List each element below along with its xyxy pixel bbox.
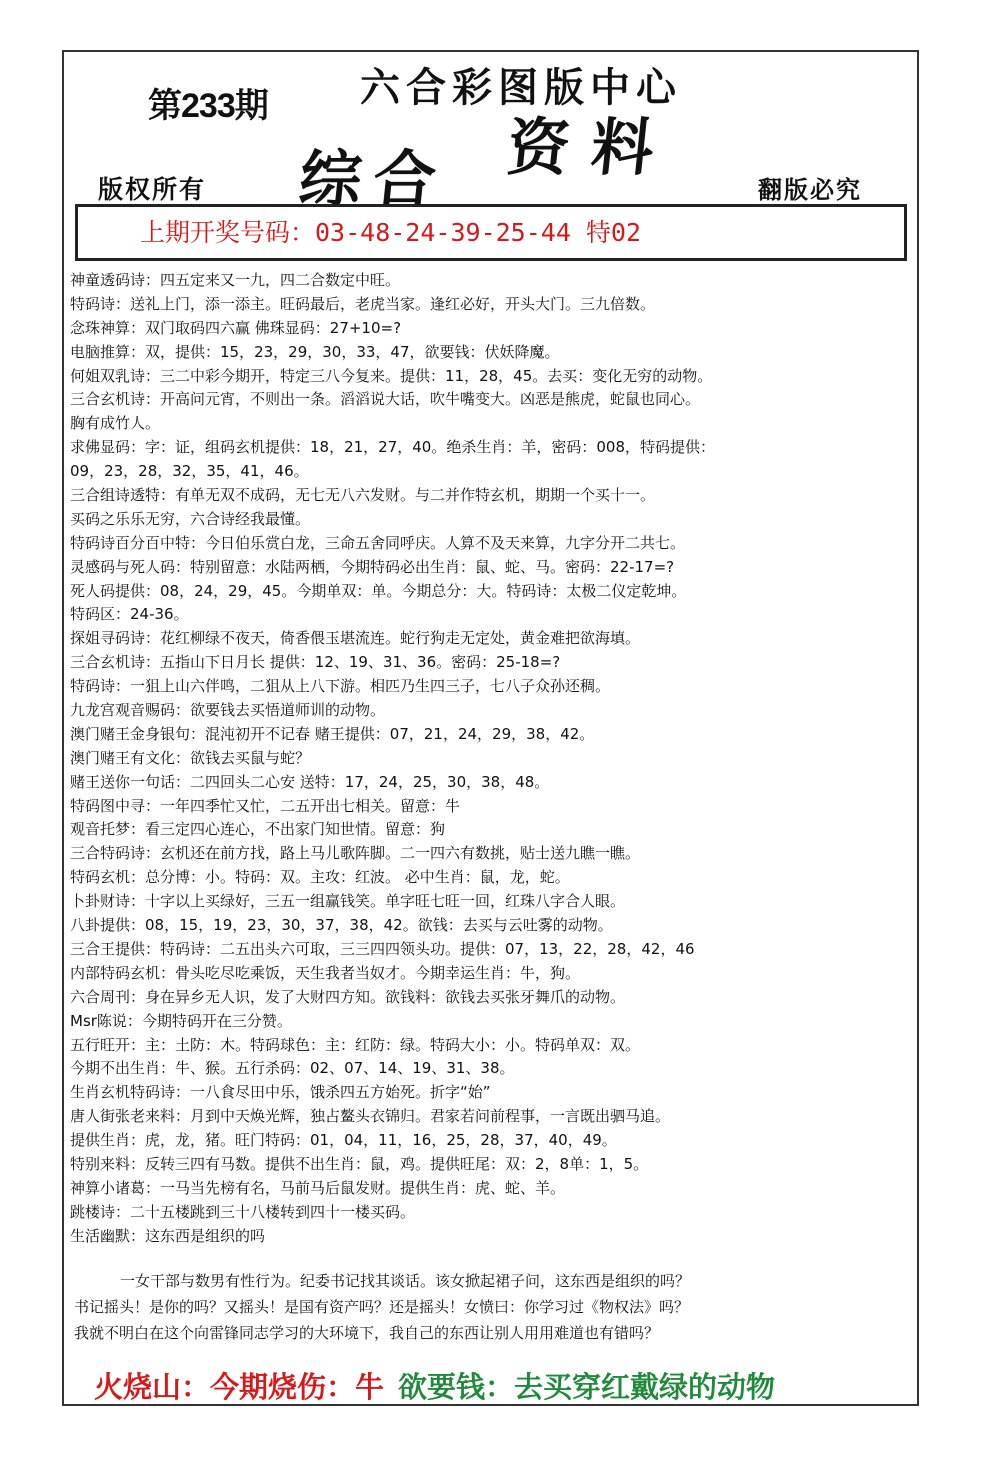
tip-line: 特码玄机：总分博：小。特码：双。主攻：红波。 必中生肖：鼠，龙，蛇。: [70, 868, 570, 887]
story-line: 一女干部与数男有性行为。纪委书记找其谈话。该女掀起裙子问，这东西是组织的吗？: [120, 1272, 691, 1290]
tip-line: 生活幽默：这东西是组织的吗: [70, 1226, 266, 1245]
tip-line: 澳门赌王有文化：欲钱去买鼠与蛇？: [70, 748, 311, 767]
tip-line: 三合王提供：特码诗：二五出头六可取，三三四四领头功。提供：07，13，22，28，42，46: [70, 939, 695, 958]
tip-line: 今期不出生肖：牛、猴。五行杀码：02、07、14、19、31、38。: [70, 1059, 515, 1078]
tip-line: 八卦提供：08，15，19，23，30，37，38，42。欲钱：去买与云吐雾的动物。: [70, 916, 613, 935]
tip-line: 三合特码诗：玄机还在前方找，路上马儿歌阵脚。二一四六有数挑，贴士送九瞧一瞧。: [70, 844, 641, 863]
copyright-notice: 版权所有: [98, 175, 207, 204]
tip-line: 死人码提供：08，24，29，45。今期单双：单。今期总分：大。特码诗：太极二仪定乾坤。: [70, 581, 687, 600]
tip-line: 生肖玄机特码诗：一八食尽田中乐，饿杀四五方始死。折字“始”: [70, 1083, 491, 1102]
footer-fire-mountain: 火烧山：今期烧伤：牛: [94, 1370, 385, 1404]
tip-line: 三合玄机诗：五指山下日月长 提供：12、19、31、36。密码：25-18=?: [70, 653, 561, 672]
humor-story: [74, 1268, 914, 1346]
tip-line: 买码之乐乐无穷，六合诗经我最懂。: [70, 509, 311, 528]
footer-banner: [94, 1365, 775, 1406]
publisher-title: 六合彩图版中心: [360, 65, 682, 111]
tip-line: 提供生肖：虎，龙，猪。旺门特码：01，04，11，16，25，28，37，40，49。: [70, 1131, 617, 1150]
main-title-part-2: 资料: [503, 111, 680, 184]
tip-line: 何姐双乳诗：三二中彩今期开，特定三八今复来。提供：11，28，45。去买：变化无穷的动物。: [70, 366, 713, 385]
tip-line: 赌王送你一句话：二四回头二心安 送特：17，24，25，30，38，48。: [70, 772, 550, 791]
tip-line: 五行旺开：主：土防：木。特码球色：主：红防：绿。特码大小：小。特码单双：双。: [70, 1035, 641, 1054]
tip-line: 唐人街张老来料：月到中天焕光辉，独占鳌头衣锦归。君家若问前程事，一言既出驷马追。: [70, 1107, 671, 1126]
tip-line: 卜卦财诗：十字以上买绿好，三五一组赢钱笑。单字旺七旺一回，红珠八字合人眼。: [70, 892, 626, 911]
tip-line: 特码诗：送礼上门，添一添主。旺码最后，老虎当家。逢红必好，开头大门。三九倍数。: [70, 294, 656, 313]
story-line: 书记摇头！是你的吗？又摇头！是国有资产吗？还是摇头！女愤曰：你学习过《物权法》吗？: [74, 1298, 690, 1316]
issue-number: 第233期: [148, 87, 268, 125]
tip-line: 探姐寻码诗：花红柳绿不夜天，倚香偎玉堪流连。蛇行狗走无定处，黄金难把欲海填。: [70, 629, 641, 648]
main-title-part-1: 综合: [295, 143, 452, 216]
tip-line: 澳门赌王金身银句：混沌初开不记春 赌王提供：07，21，24，29，38，42。: [70, 724, 595, 743]
tip-line: 特码诗：一狙上山六伴鸣，二狙从上八下游。相匹乃生四三子，七八子众孙还稠。: [70, 677, 611, 696]
tip-line: 念珠神算：双门取码四六赢 佛珠显码：27+10=?: [70, 318, 402, 337]
tip-line: 特码区：24-36。: [70, 605, 189, 624]
last-draw-numbers: 上期开奖号码：03-48-24-39-25-44 特02: [140, 218, 642, 247]
tip-line: 三合玄机诗：开高问元宵，不则出一条。滔滔说大话，吹牛嘴变大。凶恶是熊虎，蛇鼠也同心。: [70, 390, 701, 409]
tips-list: [70, 269, 915, 1249]
tip-line: 内部特码玄机：骨头吃尽吃乘饭，天生我者当奴才。今期幸运生肖：牛，狗。: [70, 963, 581, 982]
tip-line: 特码诗百分百中特：今日伯乐赏白龙，三命五舍同呼庆。人算不及天来算，九字分开二共七。: [70, 533, 686, 552]
tip-line: 神童透码诗：四五定来又一九，四二合数定中旺。: [70, 271, 401, 289]
tip-line: 求佛显码：字：证，组码玄机提供：18，21，27，40。绝杀生肖：羊，密码：008，特码提供：: [70, 438, 715, 457]
story-line: 我就不明白在这个向雷锋同志学习的大环境下，我自己的东西让别人用用难道也有错吗？: [74, 1324, 660, 1342]
tip-line: 电脑推算：双，提供：15，23，29，30，33，47，欲要钱：伏妖降魔。: [70, 342, 560, 361]
tip-line: 胸有成竹人。: [70, 414, 161, 433]
tip-line: 九龙宫观音赐码：欲要钱去买悟道师训的动物。: [70, 701, 386, 720]
footer-money-tip: 欲要钱：去买穿红戴绿的动物: [398, 1370, 776, 1404]
tip-line: 灵感码与死人码：特别留意：水陆两栖，今期特码必出生肖：鼠、蛇、马。密码：22-17=?: [70, 557, 675, 576]
tip-line: 特码图中寻：一年四季忙又忙，二五开出七相关。留意：牛: [70, 796, 461, 815]
tip-line: 神算小诸葛：一马当先榜有名，马前马后鼠发财。提供生肖：虎、蛇、羊。: [70, 1178, 566, 1197]
tip-line: 特别来料：反转三四有马数。提供不出生肖：鼠，鸡。提供旺尾：双：2，8单：1，5。: [70, 1154, 649, 1173]
piracy-warning: 翻版必究: [758, 176, 862, 204]
tip-line: 三合组诗透特：有单无双不成码，无七无八六发财。与二并作特玄机，期期一个买十一。: [70, 486, 656, 505]
tip-line: Msr陈说：今期特码开在三分赞。: [70, 1011, 292, 1030]
tip-line: 跳楼诗：二十五楼跳到三十八楼转到四十一楼买码。: [70, 1202, 416, 1221]
tip-line: 观音托梦：看三定四心连心，不出家门知世情。留意：狗: [70, 820, 446, 839]
tip-line: 09，23，28，32，35，41，46。: [70, 462, 309, 481]
tip-line: 六合周刊：身在异乡无人识，发了大财四方知。欲钱料：欲钱去买张牙舞爪的动物。: [70, 987, 626, 1006]
